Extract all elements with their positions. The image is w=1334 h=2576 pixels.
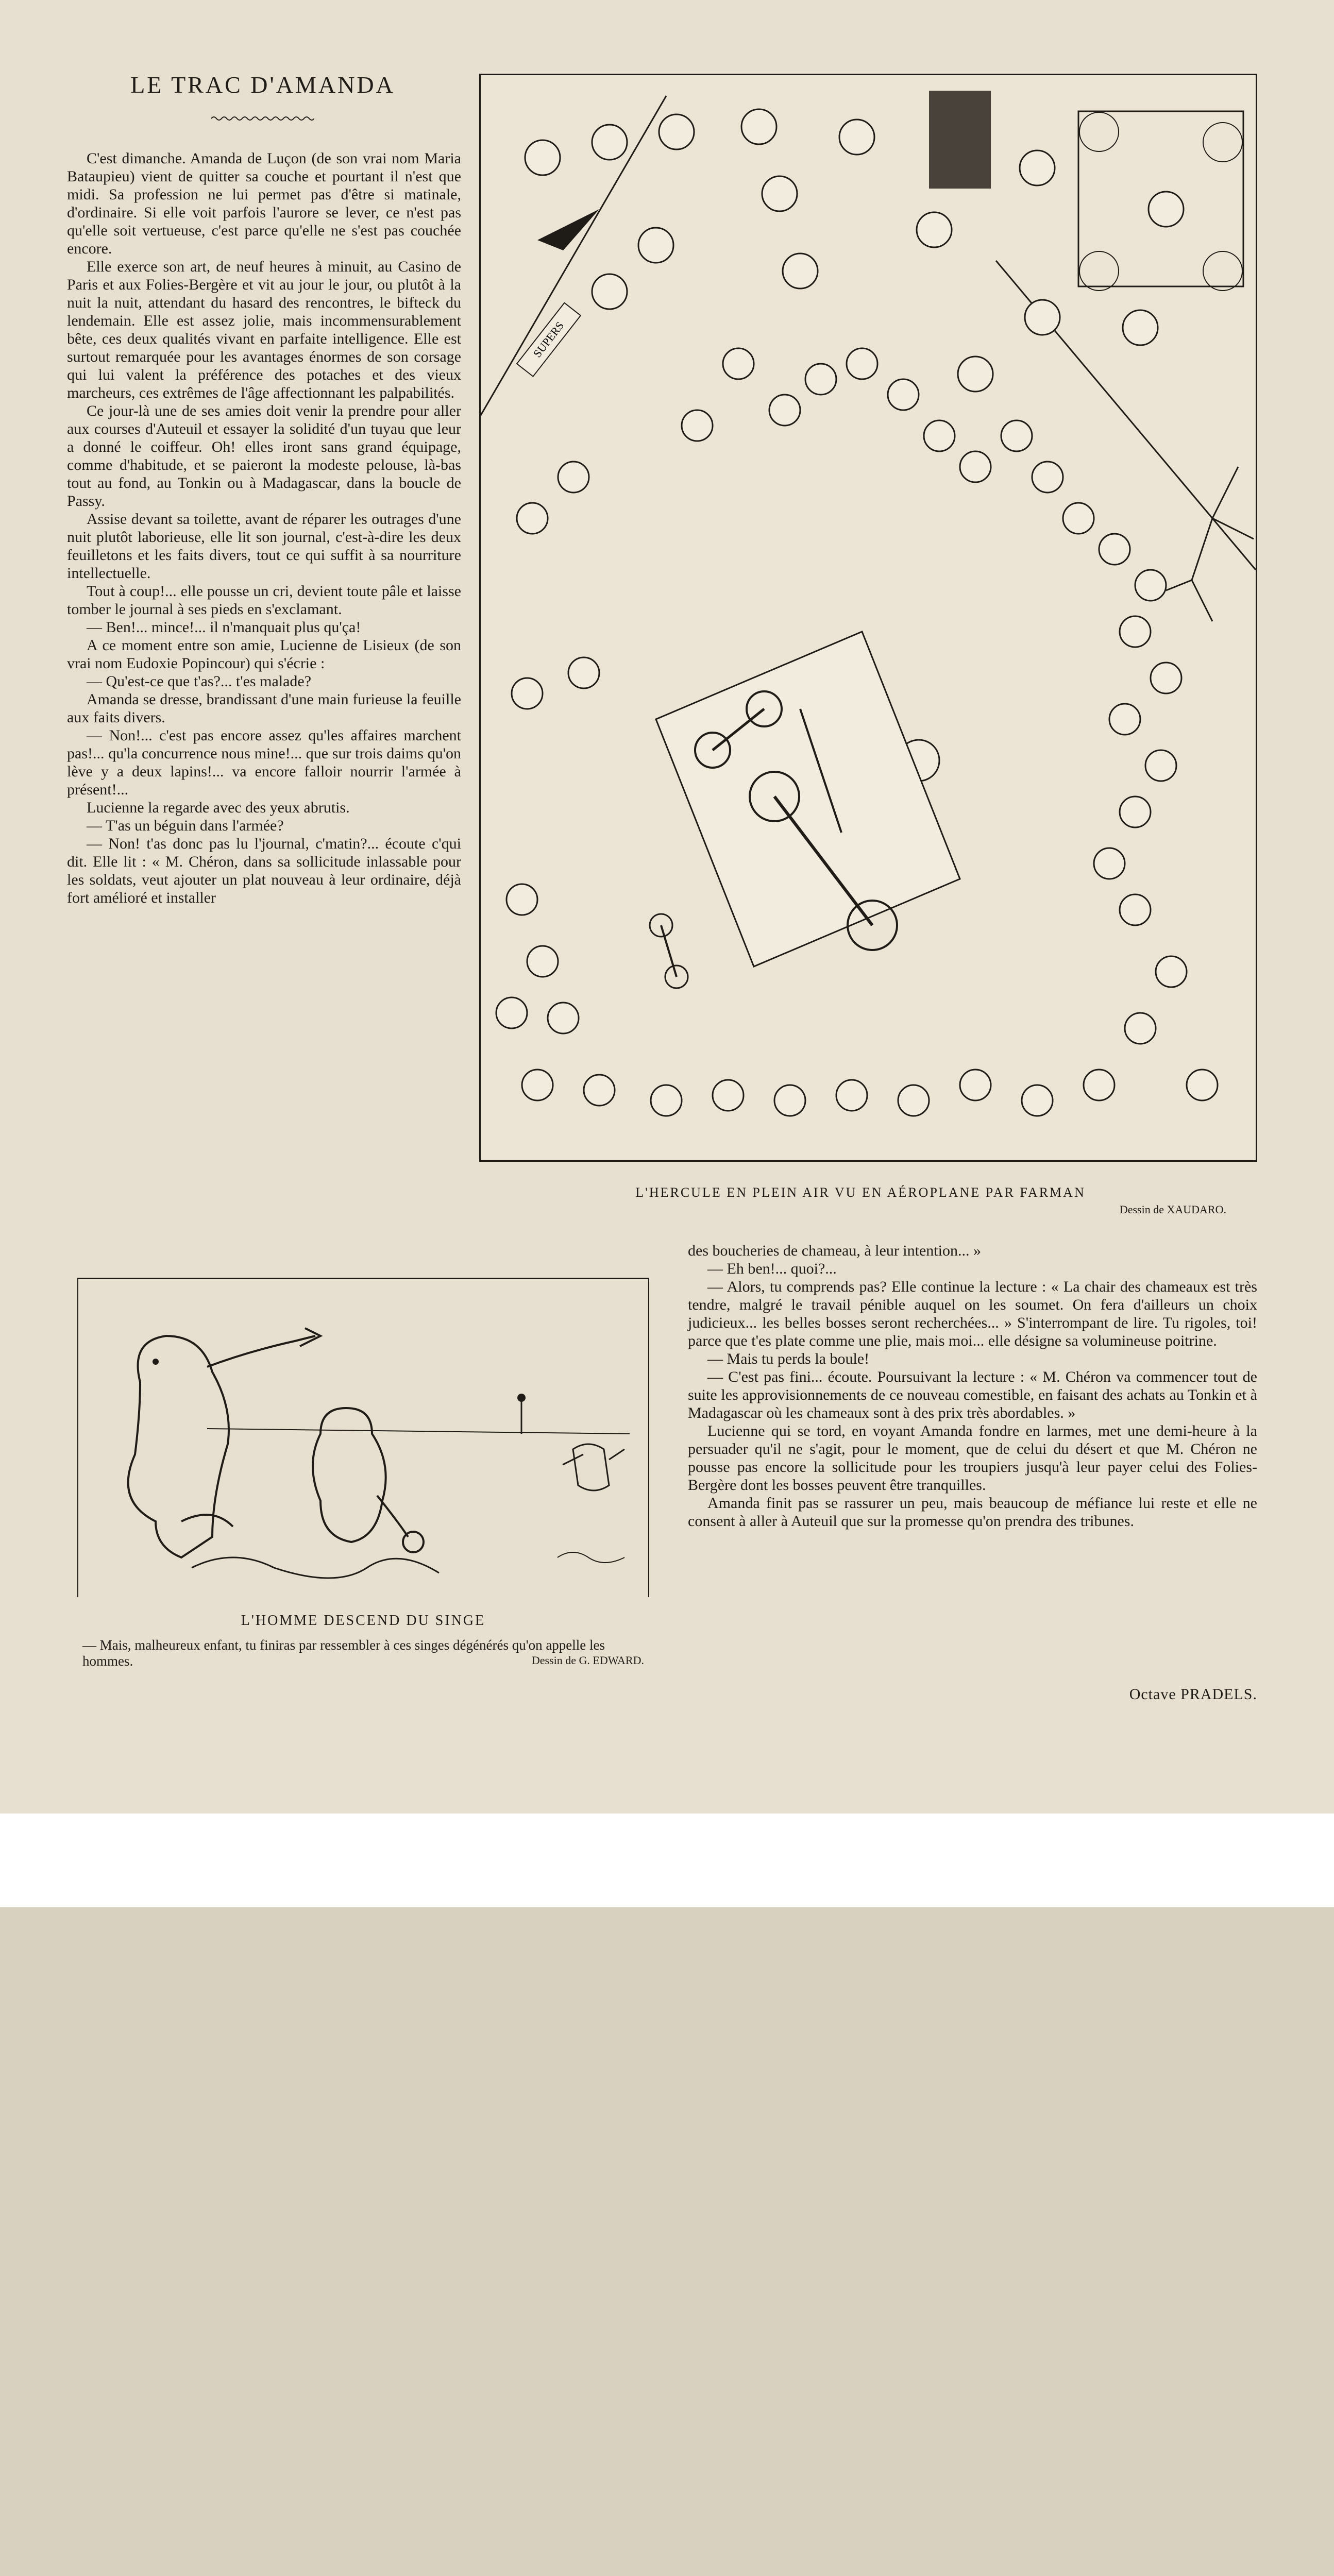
distant-figure — [563, 1444, 624, 1490]
article-title: LE TRAC D'AMANDA — [130, 72, 395, 98]
aerial-crowd-drawing — [481, 75, 1256, 1160]
paragraph: — Non!... c'est pas encore assez qu'les affaires marchent pas!... qu'la concurrence nous mine!... que sur trois daims qu'on lève y a deux lapins!... va encore falloir nourrir l'armée à présent!... — [67, 727, 461, 798]
paragraph: Amanda se dresse, brandissant d'une main furieuse la feuille aux faits divers. — [67, 691, 461, 726]
paragraph: — C'est pas fini... écoute. Poursuivant la lecture : « M. Chéron va commencer tout de suite les approvisionnements de ce nouveau comestible, en faisant des achats au Tonkin et à Madagascar où les chameaux sont à des prix très abordables. » — [688, 1368, 1257, 1421]
paragraph: — Ben!... mince!... il n'manquait plus qu'ça! — [87, 619, 361, 636]
aerial-illustration-credit: Dessin de XAUDARO. — [1119, 1203, 1226, 1216]
monkey-illustration-credit: Dessin de G. EDWARD. — [531, 1654, 644, 1667]
monkey-drawing — [78, 1279, 648, 1597]
paragraph: Lucienne la regarde avec des yeux abrutis. — [87, 799, 350, 816]
supers-sign — [517, 303, 581, 377]
aerial-illustration — [479, 74, 1257, 1162]
flower-bed — [929, 91, 991, 189]
paragraph: des boucheries de chameau, à leur intention... » — [688, 1242, 981, 1259]
paragraph: Tout à coup!... elle pousse un cri, devient toute pâle et laisse tomber le journal à ses pieds en s'exclamant. — [67, 583, 461, 618]
paragraph: Assise devant sa toilette, avant de réparer les outrages d'une nuit plutôt laborieuse, elle lit son journal, c'est-à-dire les deux feuilletons et les faits divers, tout ce qui suffit à sa nourriture intellectuelle. — [67, 511, 461, 582]
paragraph: C'est dimanche. Amanda de Luçon (de son vrai nom Maria Bataupieu) vient de quitter sa couche et pourtant il n'est que midi. Sa profession ne lui permet pas d'être si matinale, d'ordinaire. Si elle voit parfois l'aurore se lever, ce n'est pas qu'elle soit vertueuse, c'est parce qu'elle ne s'est pas couchée encore. — [67, 150, 461, 257]
paragraph: — Qu'est-ce que t'as?... t'es malade? — [87, 673, 312, 690]
aerial-illustration-caption: L'HERCULE EN PLEIN AIR VU EN AÉROPLANE PAR FARMAN — [635, 1185, 1086, 1200]
digitization-footer — [0, 1814, 1334, 1907]
monkey-illustration-dialogue: — Mais, malheureux enfant, tu finiras par ressembler à ces singes dégénérés qu'on appelle les hommes. — [82, 1637, 605, 1669]
artist-signature — [558, 1552, 624, 1563]
svg-text:SUPERS: SUPERS — [530, 319, 567, 360]
tree — [1166, 467, 1254, 621]
large-monkey — [128, 1328, 320, 1557]
paragraph: — Mais tu perds la boule! — [707, 1350, 870, 1367]
paragraph: Amanda finit pas se rassurer un peu, mais beaucoup de méfiance lui reste et elle ne consent à aller à Auteuil que sur la promesse qu'on prendra des tribunes. — [688, 1495, 1257, 1530]
strongman-mat — [650, 632, 960, 988]
paragraph: Ce jour-là une de ses amies doit venir la prendre pour aller aux courses d'Auteuil et essayer la solidité d'un tuyau que leur a donné le coiffeur. Oh! elles iront sans grand équipage, comme d'habitude, et se paieront la modeste pelouse, là-bas tout au fond, au Tonkin ou à Madagascar, dans la boucle de Passy. — [67, 402, 461, 510]
title-ornament — [211, 113, 314, 124]
article-left-column — [67, 149, 461, 907]
monkey-illustration — [77, 1278, 649, 1597]
paragraph: — T'as un béguin dans l'armée? — [87, 817, 284, 834]
paragraph: — Eh ben!... quoi?... — [707, 1260, 837, 1277]
paragraph: — Non! t'as donc pas lu l'journal, c'matin?... écoute c'qui dit. Elle lit : « M. Chéron, dans sa sollicitude inlassable pour les soldats, veut ajouter un plat nouveau à leur ordinaire, déjà fort amélioré et installer — [67, 835, 461, 906]
monkey-illustration-caption: L'HOMME DESCEND DU SINGE — [241, 1613, 486, 1629]
paragraph: Lucienne qui se tord, en voyant Amanda fondre en larmes, met une demi-heure à la persuader qu'il ne s'agit, pour le moment, que de celui du désert et que M. Chéron ne pousse pas encore la sollicitude pour les troupiers jusqu'à leur payer celui des Folies-Bergère dont les bosses peuvent être tranquilles. — [688, 1422, 1257, 1494]
article-right-column — [688, 1242, 1257, 1530]
paragraph: A ce moment entre son amie, Lucienne de Lisieux (de son vrai nom Eudoxie Popincour) qui s'écrie : — [67, 637, 461, 672]
crowd — [496, 109, 1218, 1116]
paragraph: Elle exerce son art, de neuf heures à minuit, au Casino de Paris et aux Folies-Bergère et vit au jour le jour, ou plutôt à la nuit la nuit, attendant du hasard des rencontres, le bifteck du lendemain. Elle est assez jolie, mais incommensurablement bête, ces deux qualités vivant en parfaite intelligence. Elle est surtout remarquée pour les avantages énormes de son corsage qui lui valent la préférence des potaches et des vieux marcheurs, ces extrêmes de l'âge affectionnant les palpabilités. — [67, 258, 461, 401]
paragraph: — Alors, tu comprends pas? Elle continue la lecture : « La chair des chameaux est très tendre, malgré le travail pénible auquel on les soumet. On fera d'ailleurs un choix judicieux... les belles bosses seront recherchées... » S'interrompant de lire. Tu rigoles, toi! parce que t'es plate comme une plie, mais moi... elle désigne sa volumineuse poitrine. — [688, 1278, 1257, 1349]
article-author: Octave PRADELS. — [1129, 1686, 1257, 1703]
